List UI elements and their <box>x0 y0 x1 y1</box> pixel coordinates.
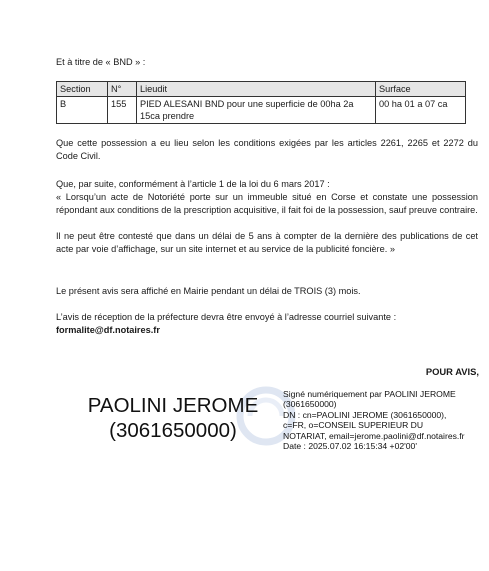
table-row <box>57 97 466 124</box>
para-avis: L’avis de réception de la préfecture devra être envoyé à l’adresse courriel suivante : <box>56 312 397 322</box>
signature-name-line1: PAOLINI JEROME <box>87 394 259 417</box>
signature-info <box>283 389 488 451</box>
para-suite: Que, par suite, conformément à l’article 1 de la loi du 6 mars 2017 : <box>56 179 330 189</box>
email-address: formalite@df.notaires.fr <box>56 325 160 335</box>
cell-surface: 00 ha 01 a 07 ca <box>376 97 466 124</box>
signature-info-line: c=FR, o=CONSEIL SUPERIEUR DU <box>283 420 424 431</box>
signature-info-line: DN : cn=PAOLINI JEROME (3061650000), <box>283 409 447 420</box>
para-affiche: Le présent avis sera affiché en Mairie pendant un délai de TROIS (3) mois. <box>56 286 361 296</box>
cell-numero: 155 <box>108 97 137 124</box>
para-possession: Que cette possession a eu lieu selon les conditions exigées par les articles 2261, 2265 et 2272 du Code Civil. <box>56 138 478 161</box>
quote-second: Il ne peut être contesté que dans un délai de 5 ans à compter de la dernière des publications de cet acte par voie d’affichage, sur un site internet et au service de la publicité foncière. » <box>56 231 478 254</box>
signature-info-line: (3061650000) <box>283 399 337 410</box>
signature-info-line: NOTARIAT, email=jerome.paolini@df.notaires.fr <box>283 430 465 441</box>
signature-name-line2: (3061650000) <box>109 419 237 442</box>
header-lieudit: Lieudit <box>137 82 376 97</box>
header-section: Section <box>57 82 108 97</box>
signature-info-line: Date : 2025.07.02 16:15:34 +02'00' <box>283 441 417 452</box>
quote-first: « Lorsqu’un acte de Notoriété porte sur un immeuble situé en Corse et constate une possession répondant aux conditions de la prescription acquisitive, il fait foi de la possession, sauf preuve contraire. <box>56 192 478 215</box>
signature-info-line: Signé numériquement par PAOLINI JEROME <box>283 389 456 399</box>
cell-lieudit: PIED ALESANI BND pour une superficie de 00ha 2a 15ca prendre <box>137 97 376 124</box>
header-surface: Surface <box>376 82 466 97</box>
cell-section: B <box>57 97 108 124</box>
intro-line: Et à titre de « BND » : <box>56 57 146 67</box>
signature-name <box>62 393 284 443</box>
header-numero: N° <box>108 82 137 97</box>
parcel-table <box>56 81 466 124</box>
pour-avis-label: POUR AVIS, <box>425 366 479 377</box>
table-header-row <box>57 82 466 97</box>
